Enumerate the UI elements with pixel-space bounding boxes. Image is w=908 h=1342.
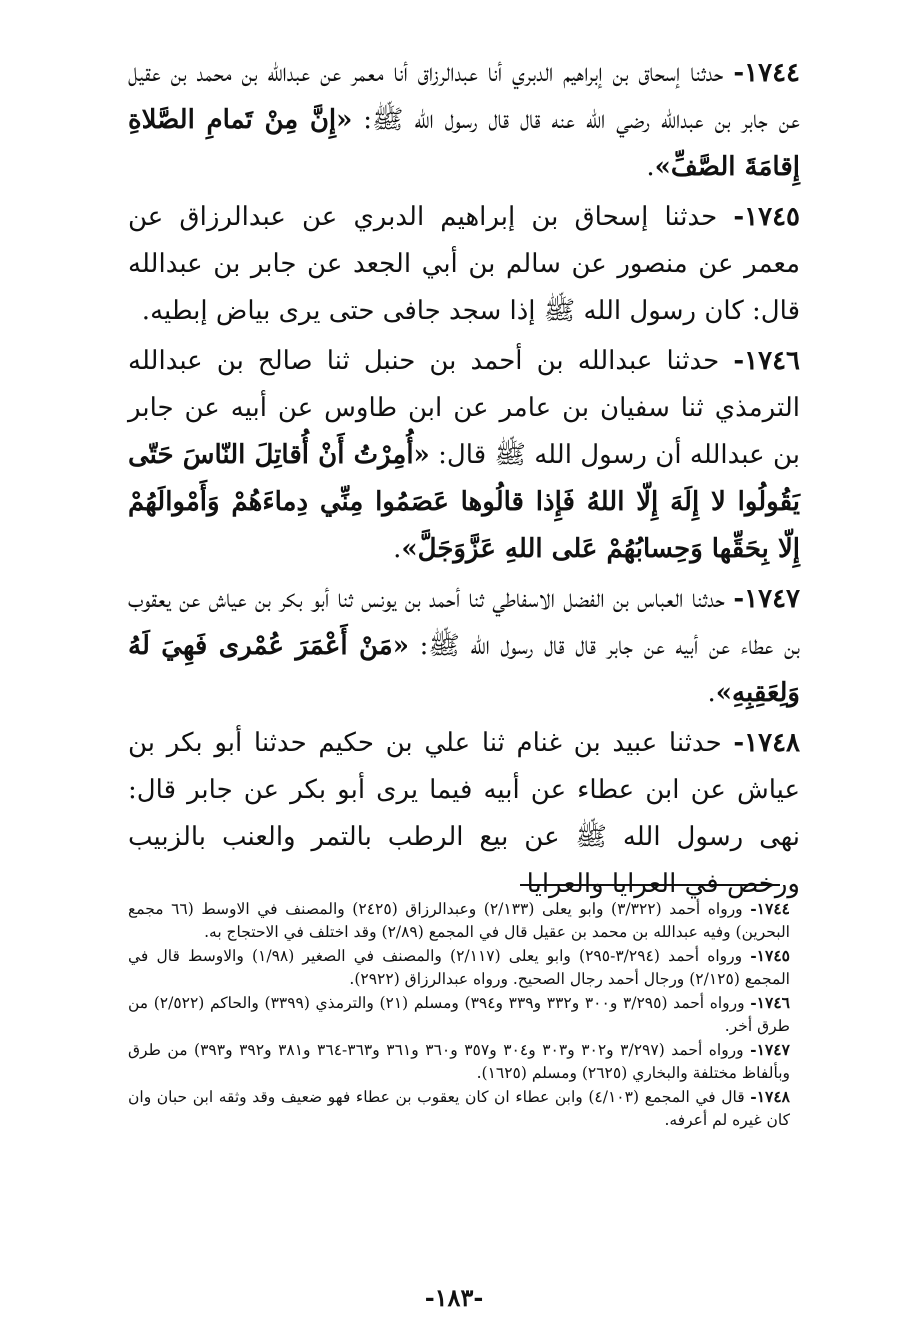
hadith-number: ١٧٤٤- bbox=[733, 58, 800, 88]
footnotes bbox=[128, 898, 790, 1133]
hadith-1748 bbox=[128, 720, 800, 908]
footnote-1747 bbox=[128, 1039, 790, 1084]
footnote-1745 bbox=[128, 945, 790, 990]
hadith-text: حدثنا إسحاق بن إبراهيم الدبري عن عبدالرزاق عن معمر عن منصور عن سالم بن أبي الجعد عن جابر بن عبدالله قال: كان رسول الله ﷺ إذا سجد جافى حتى يرى بياض إبطيه bbox=[128, 202, 800, 326]
footnote-number: ١٧٤٥- bbox=[750, 946, 790, 965]
footnote-text: ورواه أحمد (٣/٢٩٧ و٣٠٢ و٣٠٣ و٣٠٤ و٣٥٧ و٣٦٠ و٣٦١ و٣٦٣-٣٦٤ و٣٨١ و٣٩٢ و٣٩٣) من طرق وبألفاظ مختلفة والبخاري (٢٦٢٥) ومسلم (١٦٢٥). bbox=[128, 1041, 790, 1082]
footnote-separator bbox=[520, 884, 780, 886]
hadith-number: ١٧٤٥- bbox=[733, 202, 800, 232]
hadith-tail: . bbox=[646, 152, 655, 182]
hadith-text: حدثنا العباس بن الفضل الاسفاطي ثنا أحمد بن يونس ثنا أبو بكر بن عياش عن يعقوب بن عطاء عن أبيه عن جابر قال قال رسول الله ﷺ: bbox=[128, 584, 801, 661]
hadith-number: ١٧٤٦- bbox=[733, 346, 800, 376]
footnote-1746 bbox=[128, 992, 790, 1037]
footnote-text: ورواه أحمد (٣/٣٢٢) وابو يعلى (٢/١٣٣) وعبدالرزاق (٢٤٢٥) والمصنف في الاوسط (٦٦ مجمع البحرين) وفيه عبدالله بن محمد بن عقيل قال في المجمع (٢/٨٩) وقد اختلف في الاحتجاج به. bbox=[128, 900, 790, 941]
footnote-number: ١٧٤٧- bbox=[750, 1040, 790, 1059]
hadith-1746 bbox=[128, 338, 800, 573]
hadith-text: حدثنا عبدالله بن أحمد بن حنبل ثنا صالح بن عبدالله الترمذي ثنا سفيان بن عامر عن ابن طاوس عن أبيه عن جابر بن عبدالله أن رسول الله ﷺ قال: bbox=[128, 346, 800, 470]
footnote-1748 bbox=[128, 1086, 790, 1131]
hadith-tail: . bbox=[141, 296, 151, 326]
hadith-1747 bbox=[128, 576, 800, 717]
hadith-text: حدثنا عبيد بن غنام ثنا علي بن حكيم حدثنا أبو بكر بن عياش عن ابن عطاء عن أبيه فيما يرى أبو بكر عن جابر قال: نهى رسول الله ﷺ عن بيع الرطب بالتمر والعنب بالزبيب ورخص في العرايا والعرايا bbox=[128, 728, 800, 899]
hadith-text: حدثنا إسحاق بن إبراهيم الدبري أنا عبدالرزاق أنا معمر عن عبدالله بن محمد بن عقيل عن جابر بن عبدالله رضي الله عنه قال قال رسول الله ﷺ: bbox=[128, 58, 800, 135]
hadith-tail: . bbox=[707, 678, 716, 708]
footnote-text: ورواه أحمد (٣/٢٩٥ و٣٠٠ و٣٣٢ و٣٣٩ و٣٩٤) ومسلم (٢١) والترمذي (٣٣٩٩) والحاكم (٢/٥٢٢) من طرق أخر. bbox=[128, 994, 790, 1035]
page-number: -١٨٣- bbox=[424, 1283, 484, 1312]
hadith-1744 bbox=[128, 50, 800, 191]
hadith-number: ١٧٤٧- bbox=[733, 584, 800, 614]
footnote-text: قال في المجمع (٤/١٠٣) وابن عطاء ان كان يعقوب بن عطاء فهو ضعيف وقد وثقه ابن حبان وان كان غيره لم أعرفه. bbox=[128, 1088, 790, 1129]
hadith-1745 bbox=[128, 194, 800, 335]
footnote-number: ١٧٤٦- bbox=[750, 993, 790, 1012]
hadith-number: ١٧٤٨- bbox=[733, 728, 800, 758]
footnote-text: ورواه أحمد (٣/٢٩٤-٢٩٥) وابو يعلى (٢/١١٧) والمصنف في الصغير (١/٩٨) والاوسط قال في المجمع (٢/١٢٥) ورجال أحمد رجال الصحيح. ورواه عبدالرزاق (٢٩٢٢). bbox=[128, 947, 790, 988]
hadith-quote: «إِنَّ مِنْ تَمامِ الصَّلاةِ إِقامَةَ الصَّفِّ» bbox=[128, 105, 800, 182]
hadith-quote: «مَنْ أَعْمَرَ عُمْرى فَهِيَ لَهُ وَلِعَقِبِهِ» bbox=[128, 631, 800, 708]
footnote-1744 bbox=[128, 898, 790, 943]
footnote-number: ١٧٤٨- bbox=[750, 1087, 791, 1106]
hadith-list bbox=[128, 50, 800, 908]
hadith-tail: . bbox=[393, 534, 402, 564]
footnote-number: ١٧٤٤- bbox=[750, 899, 790, 918]
hadith-quote: «أُمِرْتُ أَنْ أُقاتِلَ النّاسَ حَتّى يَقُولُوا لا إِلَهَ إِلّا اللهُ فَإِذا قالُوها عَصَمُوا مِنِّي دِماءَهُمْ وَأَمْوالَهُمْ إِلّا بِحَقِّها وَحِسابُهُمْ عَلى اللهِ عَزَّوَجَلَّ» bbox=[128, 440, 800, 564]
